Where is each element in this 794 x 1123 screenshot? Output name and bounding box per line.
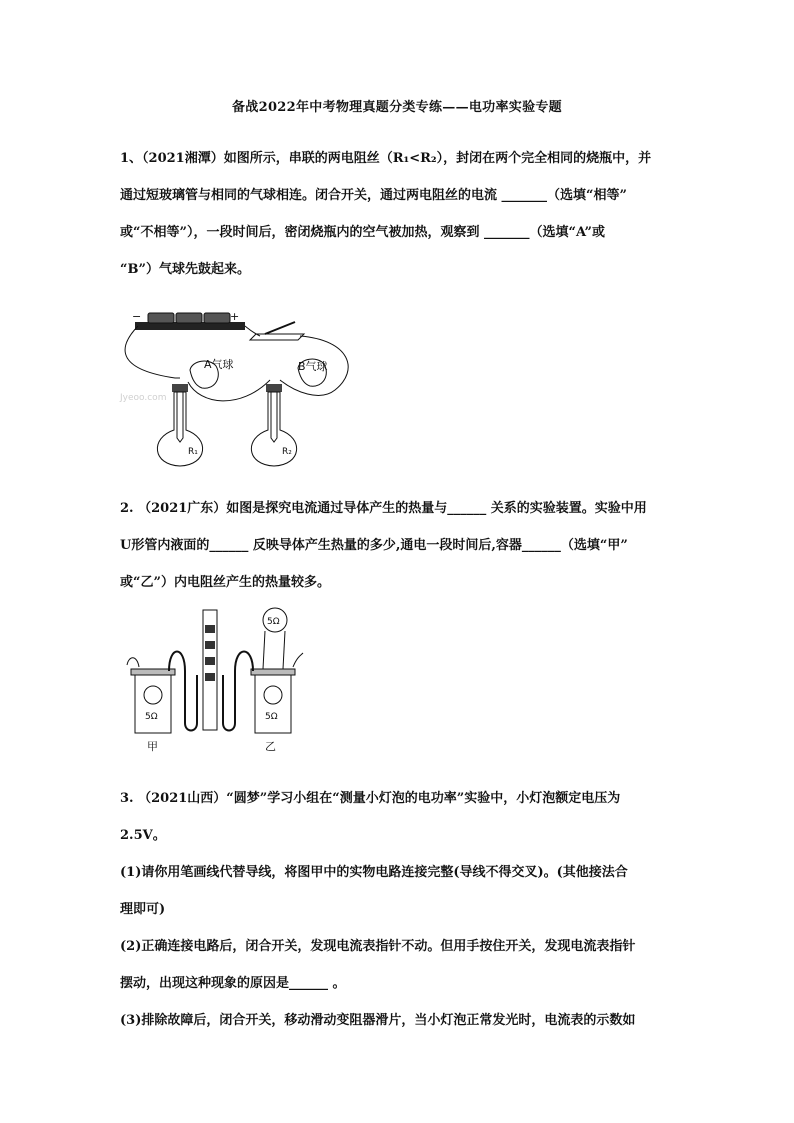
q1-line-2: 通过短玻璃管与相同的气球相连。闭合开关，通过两电阻丝的电流 _______（选填“相等”	[120, 188, 627, 203]
wire-top-2	[283, 631, 285, 669]
tube-right-connector	[223, 652, 253, 731]
q3-line-1: 3. （2021山西）“圆梦”学习小组在“测量小灯泡的电功率”实验中，小灯泡额定电压为	[120, 791, 621, 806]
wire-left	[125, 326, 180, 378]
q1-circuit-figure	[120, 310, 360, 470]
tube-left-connector	[169, 652, 197, 731]
q1-line-1: 1、（2021湘潭）如图所示，串联的两电阻丝（R₁<R₂），封闭在两个完全相同的烧瓶中，并	[120, 151, 652, 166]
q3-line-6: 摆动，出现这种现象的原因是______ 。	[120, 976, 346, 991]
wire-top-1	[263, 631, 265, 669]
watermark: Jyeoo.com	[120, 393, 167, 403]
q3-line-2: 2.5V。	[120, 828, 166, 843]
flask-1-stopper	[172, 384, 188, 392]
battery-plus-label: +	[230, 310, 240, 323]
scale-mark-1	[205, 625, 215, 633]
battery-cell-1	[148, 313, 174, 323]
q1-line-4: “B”）气球先鼓起来。	[120, 262, 250, 277]
r-right-label: 5Ω	[265, 712, 278, 722]
scale-mark-2	[205, 641, 215, 649]
wire-battery-switch	[245, 326, 260, 336]
q2-apparatus-figure	[125, 605, 305, 755]
q1-text	[120, 140, 680, 288]
battery-cell-3	[204, 313, 230, 323]
q3-line-3: (1)请你用笔画线代替导线，将图甲中的实物电路连接完整(导线不得交叉)。(其他接法合	[120, 865, 628, 880]
q1-line-3: 或“不相等”），一段时间后，密闭烧瓶内的空气被加热，观察到 _______（选填“A”或	[120, 225, 605, 240]
label-jia: 甲	[147, 740, 158, 753]
r1-label: R₁	[188, 447, 198, 457]
q3-line-5: (2)正确连接电路后，闭合开关，发现电流表指针不动。但用手按住开关，发现电流表指针	[120, 939, 636, 954]
battery-cell-2	[176, 313, 202, 323]
scale-mark-3	[205, 657, 215, 665]
q3-line-4: 理即可)	[120, 902, 166, 917]
resistor-jia	[144, 686, 162, 704]
battery-minus-label: −	[132, 310, 142, 323]
balloon-a-label: A气球	[204, 358, 234, 371]
q3-text	[120, 780, 680, 1039]
q2-line-2: U形管内液面的______ 反映导体产生热量的多少,通电一段时间后,容器______（选填“甲”	[120, 538, 628, 553]
q3-line-7: (3)排除故障后，闭合开关，移动滑动变阻器滑片，当小灯泡正常发光时，电流表的示数如	[120, 1013, 636, 1028]
scale-mark-4	[205, 673, 215, 681]
page-title: 备战2022年中考物理真题分类专练——电功率实验专题	[232, 100, 562, 115]
label-yi: 乙	[265, 740, 276, 753]
lead-left	[127, 658, 139, 667]
switch-lever	[265, 322, 295, 334]
q2-line-1: 2. （2021广东）如图是探究电流通过导体产生的热量与______ 关系的实验装置。实验中用	[120, 501, 647, 516]
resistor-yi	[264, 686, 282, 704]
lead-right	[293, 653, 303, 667]
r-left-label: 5Ω	[145, 712, 158, 722]
balloon-b-label: B气球	[298, 360, 328, 373]
q2-line-3: 或“乙”）内电阻丝产生的热量较多。	[120, 575, 330, 590]
flask-2-stopper	[266, 384, 282, 392]
container-yi-lid	[251, 669, 295, 675]
r-top-label: 5Ω	[267, 617, 280, 627]
q2-text	[120, 490, 680, 601]
r2-label: R₂	[282, 447, 292, 457]
